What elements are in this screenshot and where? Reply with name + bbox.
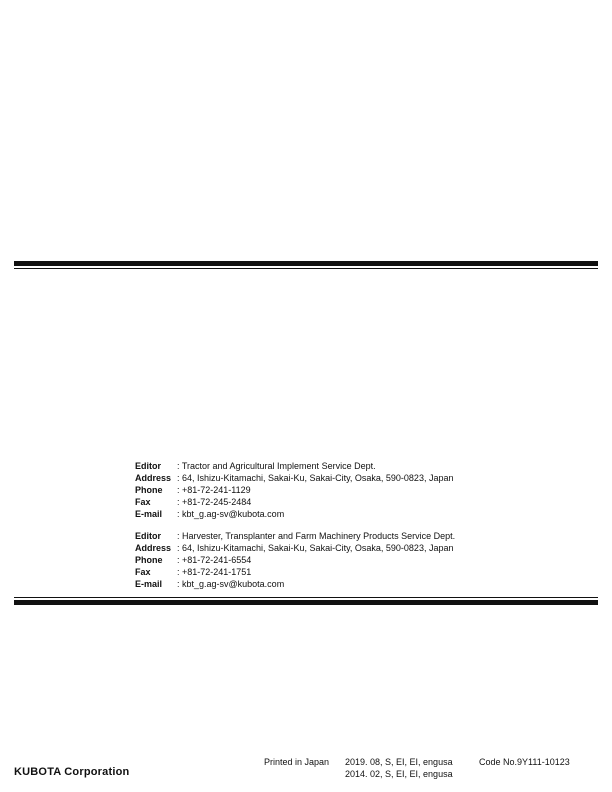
contact-value: : 64, Ishizu-Kitamachi, Sakai-Ku, Sakai-City, Osaka, 590-0823, Japan: [177, 543, 454, 553]
contact-value: : Tractor and Agricultural Implement Service Dept.: [177, 461, 376, 471]
contact-row-fax: [135, 566, 575, 578]
contact-label: Editor: [135, 531, 161, 541]
printed-label: Printed in Japan: [264, 757, 330, 767]
contact-row-address: [135, 542, 575, 554]
editor-contact-block-2: [135, 530, 575, 590]
contact-value: : Harvester, Transplanter and Farm Machinery Products Service Dept.: [177, 531, 456, 541]
editor-contact-block-1: [135, 460, 575, 520]
contact-value: : +81-72-241-6554: [177, 555, 252, 565]
contact-label: Editor: [135, 461, 161, 471]
contact-row-editor: [135, 530, 575, 542]
contact-row-phone: [135, 484, 575, 496]
contact-label: Fax: [135, 567, 151, 577]
contact-row-phone: [135, 554, 575, 566]
print-history-line: 2019. 08, S, EI, EI, engusa: [345, 757, 453, 767]
contact-row-email: [135, 578, 575, 590]
contact-value: : kbt_g.ag-sv@kubota.com: [177, 509, 285, 519]
contact-label: Phone: [135, 485, 163, 495]
bottom-thick-rule: [14, 600, 598, 605]
contact-row-email: [135, 508, 575, 520]
contact-label: Address: [135, 543, 172, 553]
top-thick-rule: [14, 261, 598, 266]
contact-label: Fax: [135, 497, 151, 507]
contact-value: : +81-72-241-1129: [177, 485, 251, 495]
contact-value: : +81-72-241-1751: [177, 567, 252, 577]
print-history-line: 2014. 02, S, EI, EI, engusa: [345, 769, 453, 779]
contact-label: E-mail: [135, 579, 163, 589]
contact-row-editor: [135, 460, 575, 472]
contact-value: : 64, Ishizu-Kitamachi, Sakai-Ku, Sakai-City, Osaka, 590-0823, Japan: [177, 473, 454, 483]
contact-value: : kbt_g.ag-sv@kubota.com: [177, 579, 285, 589]
bottom-thin-rule: [14, 597, 598, 598]
contact-value: : +81-72-245-2484: [177, 497, 252, 507]
top-thin-rule: [14, 268, 598, 269]
document-code: Code No.9Y111-10123: [479, 757, 570, 767]
contact-label: Phone: [135, 555, 163, 565]
contact-label: Address: [135, 473, 172, 483]
contact-row-fax: [135, 496, 575, 508]
contact-label: E-mail: [135, 509, 163, 519]
contact-row-address: [135, 472, 575, 484]
company-name: KUBOTA Corporation: [14, 766, 130, 778]
